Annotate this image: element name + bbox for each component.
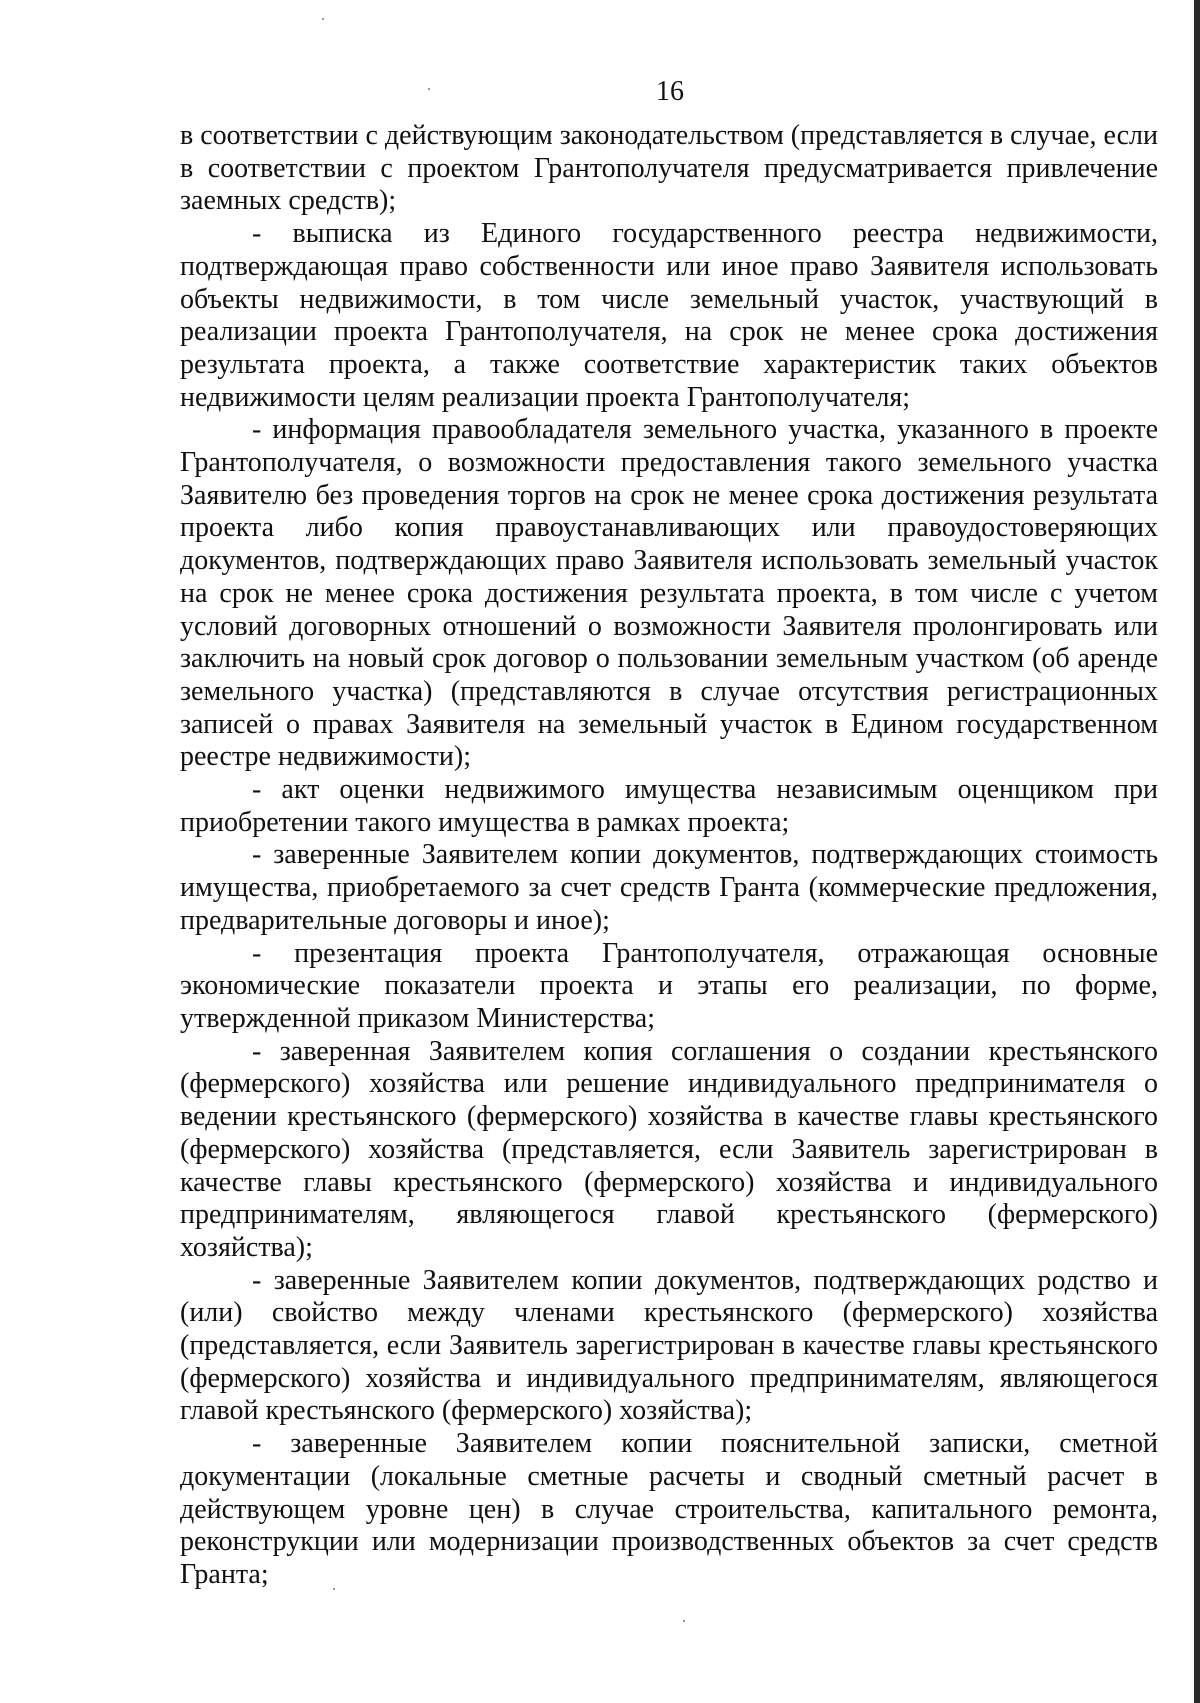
scan-speck — [322, 18, 324, 20]
page-number: 16 — [656, 76, 684, 107]
scan-speck — [683, 1620, 685, 1622]
list-item-project-presentation: - презентация проекта Грантополучателя, отражающая основные экономические показатели проекта и этапы его реализации, по форме, утвержденной приказом Министерства; — [180, 937, 1158, 1034]
scan-edge — [1194, 0, 1200, 1703]
list-item-farm-agreement: - заверенная Заявителем копия соглашения о создании крестьянского (фермерского) хозяйства или решение индивидуального предпринимателя о ведении крестьянского (фермерского) хозяйства в качестве главы крестьянского (фермерского) хозяйства (представляется, если Заявитель зарегистрирован в качестве главы крестьянского (фермерского) хозяйства и индивидуального предпринимателям, являющегося главой крестьянского (фермерского) хозяйства); — [180, 1035, 1158, 1263]
list-item-valuation-act: - акт оценки недвижимого имущества независимым оценщиком при приобретении такого имущества в рамках проекта; — [180, 774, 1158, 838]
list-item-registry-extract: - выписка из Единого государственного реестра недвижимости, подтверждающая право собственности или иное право Заявителя использовать объекты недвижимости, в том числе земельный участок, участвующий в реализации проекта Грантополучателя, на срок не менее срока достижения результата проекта, а также соответствие характеристик таких объектов недвижимости целям реализации проекта Грантополучателя; — [180, 218, 1158, 413]
list-item-land-rights-info: - информация правообладателя земельного участка, указанного в проекте Грантополучателя, о возможности предоставления такого земельного участка Заявителю без проведения торгов на срок не менее срока достижения результата проекта либо копия правоустанавливающих или правоудостоверяющих документов, подтверждающих право Заявителя использовать земельный участок на срок не менее срока достижения результата проекта, в том числе с учетом условий договорных отношений о возможности Заявителя пролонгировать или заключить на новый срок договор о пользовании земельным участком (об аренде земельного участка) (представляются в случае отсутствия регистрационных записей о правах Заявителя на земельный участок в Едином государственном реестре недвижимости); — [180, 414, 1158, 773]
list-item-kinship-documents: - заверенные Заявителем копии документов, подтверждающих родство и (или) свойство между членами крестьянского (фермерского) хозяйства (представляется, если Заявитель зарегистрирован в качестве главы крестьянского (фермерского) хозяйства и индивидуального предпринимателям, являющегося главой крестьянского (фермерского) хозяйства); — [180, 1264, 1158, 1427]
list-item-estimate-documents: - заверенные Заявителем копии пояснительной записки, сметной документации (локальные сметные расчеты и сводный сметный расчет в действующем уровне цен) в случае строительства, капитального ремонта, реконструкции или модернизации производственных объектов за счет средств Гранта; — [180, 1428, 1158, 1590]
document-body — [180, 120, 1158, 1592]
paragraph-continuation: в соответствии с действующим законодательством (представляется в случае, если в соответствии с проектом Грантополучателя предусматривается привлечение заемных средств); — [180, 120, 1158, 217]
list-item-cost-documents: - заверенные Заявителем копии документов, подтверждающих стоимость имущества, приобретаемого за счет средств Гранта (коммерческие предложения, предварительные договоры и иное); — [180, 839, 1158, 936]
